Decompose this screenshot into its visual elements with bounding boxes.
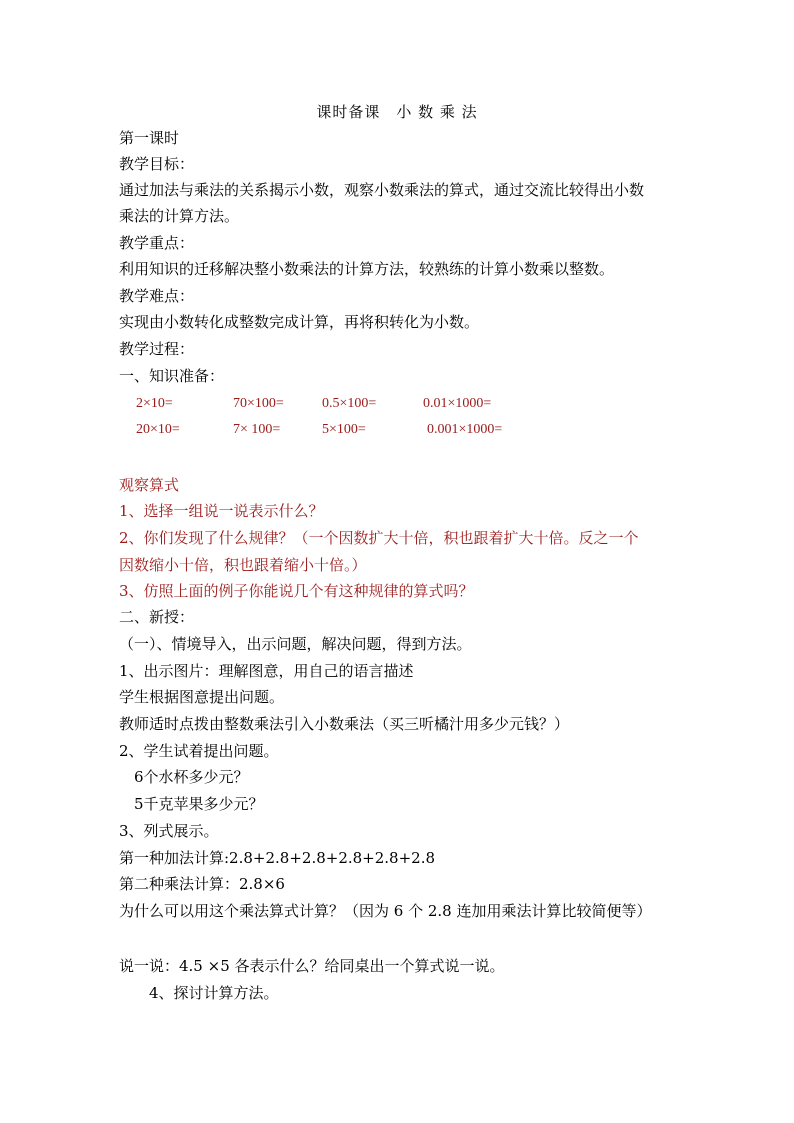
observe-question-1: 1、选择一组说一说表示什么？ — [119, 502, 324, 520]
observe-heading: 观察算式 — [119, 476, 180, 494]
question-apples: 5千克苹果多少元？ — [134, 795, 264, 813]
situation-intro: （一）、情境导入，出示问题，解决问题，得到方法。 — [119, 635, 472, 653]
key-point-text: 利用知识的迁移解决整小数乘法的计算方法，较熟练的计算小数乘以整数。 — [119, 260, 615, 278]
goal-heading: 教学目标： — [119, 155, 195, 173]
goal-text-1: 通过加法与乘法的关系揭示小数，观察小数乘法的算式，通过交流比较得出小数 — [119, 181, 645, 199]
exercise-cell: 5×100= — [322, 422, 366, 437]
difficulty-text: 实现由小数转化成整数完成计算，再将积转化为小数。 — [119, 313, 480, 331]
question-cups: 6个水杯多少元？ — [134, 768, 249, 786]
exercise-cell: 0.001×1000= — [427, 422, 503, 437]
say-prompt: 说一说：4.5 ×5 各表示什么？给同桌出一个算式说一说。 — [119, 957, 505, 975]
exercise-cell: 0.01×1000= — [423, 396, 492, 411]
exercise-cell: 70×100= — [233, 396, 284, 411]
step-1-teacher: 教师适时点拨由整数乘法引入小数乘法（买三听橘汁用多少元钱？） — [119, 715, 570, 733]
exercise-cell: 0.5×100= — [322, 396, 377, 411]
step-3: 3、列式展示。 — [119, 822, 219, 840]
preparation-heading: 一、知识准备： — [119, 367, 225, 385]
key-point-heading: 教学重点： — [119, 234, 195, 252]
page-title: 课时备课 小 数 乘 法 — [316, 103, 478, 121]
observe-question-2: 2、你们发现了什么规律？（一个因数扩大十倍，积也跟着扩大十倍。反之一个 — [119, 529, 639, 547]
step-4: 4、探讨计算方法。 — [149, 984, 279, 1002]
method-multiplication: 第二种乘法计算：2.8×6 — [119, 875, 285, 893]
exercise-cell: 7× 100= — [233, 422, 281, 437]
process-heading: 教学过程： — [119, 340, 195, 358]
step-1: 1、出示图片：理解图意，用自己的语言描述 — [119, 662, 414, 680]
step-1-detail: 学生根据图意提出问题。 — [119, 688, 285, 706]
goal-text-2: 乘法的计算方法。 — [119, 207, 240, 225]
difficulty-heading: 教学难点： — [119, 287, 195, 305]
step-2: 2、学生试着提出问题。 — [119, 742, 279, 760]
method-addition: 第一种加法计算:2.8+2.8+2.8+2.8+2.8+2.8 — [119, 849, 436, 867]
lesson-period: 第一课时 — [119, 129, 180, 147]
new-lesson-heading: 二、新授： — [119, 608, 195, 626]
exercise-cell: 20×10= — [136, 422, 180, 437]
observe-question-2-cont: 因数缩小十倍，积也跟着缩小十倍。） — [119, 556, 367, 574]
why-question: 为什么可以用这个乘法算式计算？（因为 6 个 2.8 连加用乘法计算比较简便等） — [119, 902, 652, 920]
exercise-cell: 2×10= — [136, 396, 173, 411]
observe-question-3: 3、仿照上面的例子你能说几个有这种规律的算式吗？ — [119, 582, 474, 600]
